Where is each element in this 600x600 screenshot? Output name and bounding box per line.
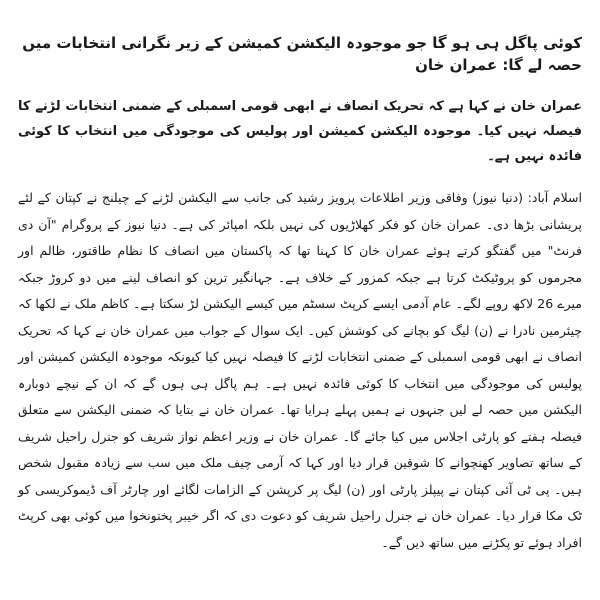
- article-summary: عمران خان نے کہا ہے کہ تحریک انصاف نے ابھی قومی اسمبلی کے ضمنی انتخابات لڑنے کا فیصلہ نہیں کیا۔ موجودہ الیکشن کمیشن اور پولیس کی موجودگی میں انتخاب کا کوئی فائدہ نہیں ہے۔: [18, 99, 582, 164]
- article-body: اسلام آباد: (دنیا نیوز) وفاقی وزیر اطلاعات پرویز رشید کی جانب سے الیکشن لڑنے کے چیلنج نے کپتان کے لئے پریشانی بڑھا دی۔ عمران خان کو فکر کھلاڑیوں کی نہیں بلکہ امپائر کی ہے۔ دنیا نیوز کے پروگرام "آن دی فرنٹ" میں گفتگو کرتے ہوئے عمران خان کا کہنا تھا کہ پاکستان میں انصاف کا نظام طاقتور، ظالم اور مجرموں کو پروٹیکٹ کرتا ہے جبکہ کمزور کے خلاف ہے۔ جہانگیر ترین کو انصاف لینے میں دو کروڑ جبکہ میرے 26 لاکھ روپے لگے۔ عام آدمی ایسے کرپٹ سسٹم میں کیسے الیکشن لڑ سکتا ہے۔ کاظم ملک نے لکھا کہ چیئرمین نادرا نے (ن) لیگ کو بچانے کی کوشش کیں۔ ایک سوال کے جواب میں عمران خان نے کہا کہ تحریک انصاف نے ابھی قومی اسمبلی کے ضمنی انتخابات لڑنے کا فیصلہ نہیں کیا کیونکہ موجودہ الیکشن کمیشن اور پولیس کی موجودگی میں انتخاب کا کوئی فائدہ نہیں ہے۔ ہم پاگل ہی ہوں گے کہ ان کے نیچے دوبارہ الیکشن میں حصہ لے لیں جنہوں نے ہمیں پہلے ہرایا تھا۔ عمران خان نے بتایا کہ ضمنی الیکشن سے متعلق فیصلہ ہفتے کو پارٹی اجلاس میں کیا جائے گا۔ عمران خان نے وزیر اعظم نواز شریف کو جنرل راحیل شریف کے ساتھ تصاویر کھنچوانے کا شوقین قرار دیا اور کہا کہ آرمی چیف ملک میں سب سے زیادہ مقبول شخص ہیں۔ پی ٹی آئی کپتان نے پیپلز پارٹی اور (ن) لیگ پر کرپشن کے الزامات لگائے اور چارٹر آف ڈیموکریسی کو ٹک مکا قرار دیا۔ عمران خان نے جنرل راحیل شریف کو دعوت دی کہ اگر خیبر پختونخوا میں کوئی بھی کرپٹ افراد ہوئے تو پکڑنے میں ساتھ دیں گے۔: [18, 190, 582, 550]
- article-headline: کوئی پاگل ہی ہو گا جو موجودہ الیکشن کمیشن کے زیر نگرانی انتخابات میں حصہ لے گا: عمران خان: [22, 34, 582, 74]
